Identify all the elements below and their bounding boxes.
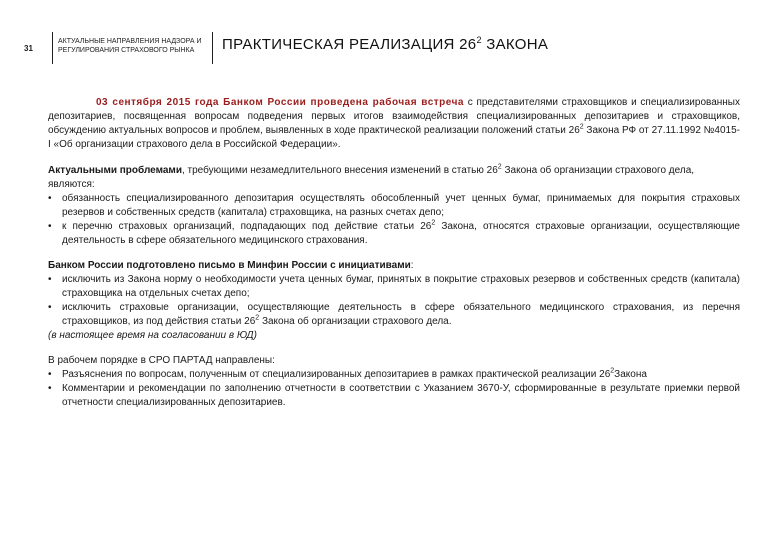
letter-item-2 xyxy=(48,301,740,329)
slide-title-end: ЗАКОНА xyxy=(481,36,549,53)
letter-item-2-superscript: 2 xyxy=(255,314,260,322)
intro-superscript: 2 xyxy=(579,123,584,131)
slide-title xyxy=(222,36,548,53)
intro-text-1: с представителями страховщиков и специализированных депозитариев, посвященная вопросам подведения первых итогов взаимодействия специализированных депозитариев и страховщиков, обсуждению актуальных вопросов и проблем, выявленных в ходе практической реализации положений статьи 26 xyxy=(48,97,740,136)
letter-lead-colon: : xyxy=(410,260,414,271)
bullet-icon: • xyxy=(48,274,52,285)
sro-item-1-text-b: Закона xyxy=(614,369,647,380)
letter-item-2-text-a: исключить страховые организации, осуществляющие деятельность в сфере обязательного медицинского страхования, из перечня страховщиков, из под действия статьи 26 xyxy=(62,302,740,327)
problems-lead-text-1: , требующими незамедлительного внесения изменений в статью 26 xyxy=(181,165,498,176)
bullet-icon: • xyxy=(48,369,52,380)
header-divider-right xyxy=(212,32,213,64)
problems-item-2-text-b: Закона, относятся страховые организации, осуществляющие деятельность в сфере обязательного медицинского страхования. xyxy=(62,221,740,246)
letter-section xyxy=(48,259,740,343)
letter-lead xyxy=(48,259,740,273)
slide-title-main: ПРАКТИЧЕСКАЯ РЕАЛИЗАЦИЯ 26 xyxy=(222,36,477,53)
letter-lead-bold: Банком России подготовлено письмо в Минфин России с инициативами xyxy=(48,260,411,271)
page-number: 31 xyxy=(24,44,33,53)
sro-item-2-text: Комментарии и рекомендации по заполнению отчетности в соответствии с Указанием 3670-У, сформированные в результате приемки первой отчетности специализированных депозитариев. xyxy=(62,383,740,408)
problems-item-1-text: обязанность специализированного депозитария осуществлять обособленный учет ценных бумаг, принимаемых для покрытия страховых резервов и собственных средств (капитала) страховщика, на разных счетах депо; xyxy=(62,193,740,218)
problems-item-1 xyxy=(48,192,740,220)
bullet-icon: • xyxy=(48,221,52,232)
letter-note: (в настоящее время на согласовании в ЮД) xyxy=(48,330,257,341)
problems-lead-superscript: 2 xyxy=(497,163,502,171)
bullet-icon: • xyxy=(48,383,52,394)
problems-lead-text-2: Закона об организации страхового дела, являются: xyxy=(48,165,695,190)
bullet-icon: • xyxy=(48,302,52,313)
sro-lead: В рабочем порядке в СРО ПАРТАД направлены: xyxy=(48,355,275,366)
slide-content xyxy=(48,96,740,421)
intro-paragraph xyxy=(48,96,740,152)
letter-item-1 xyxy=(48,273,740,301)
sro-item-1-text-a: Разъяснения по вопросам, полученным от специализированных депозитариев в рамках практической реализации 26 xyxy=(62,369,611,380)
problems-section xyxy=(48,164,740,248)
sro-section xyxy=(48,354,740,410)
letter-item-1-text: исключить из Закона норму о необходимости учета ценных бумаг, принятых в покрытие страховых резервов и собственных средств (капитала) страховщика на отдельных счетах депо; xyxy=(62,274,740,299)
problems-lead-bold: Актуальными проблемами xyxy=(48,165,182,176)
sro-item-1-superscript: 2 xyxy=(610,367,615,375)
letter-item-2-text-b: Закона об организации страхового дела. xyxy=(259,316,452,327)
sro-item-1 xyxy=(48,368,740,382)
sro-item-2 xyxy=(48,382,740,410)
bullet-icon: • xyxy=(48,193,52,204)
problems-item-2 xyxy=(48,220,740,248)
problems-item-2-superscript: 2 xyxy=(431,219,436,227)
header-divider-left xyxy=(52,32,53,64)
problems-item-2-text-a: к перечню страховых организаций, подпадающих под действие статьи 26 xyxy=(62,221,432,232)
slide-title-superscript: 2 xyxy=(476,35,482,45)
intro-highlight: 03 сентября 2015 года Банком России проведена рабочая встреча xyxy=(96,97,464,108)
problems-lead xyxy=(48,164,740,192)
section-label: АКТУАЛЬНЫЕ НАПРАВЛЕНИЯ НАДЗОРА И РЕГУЛИРОВАНИЯ СТРАХОВОГО РЫНКА xyxy=(58,38,202,54)
intro-text-2: Закона РФ от 27.11.1992 №4015-I «Об организации страхового дела в Российской Федерации». xyxy=(48,125,740,150)
